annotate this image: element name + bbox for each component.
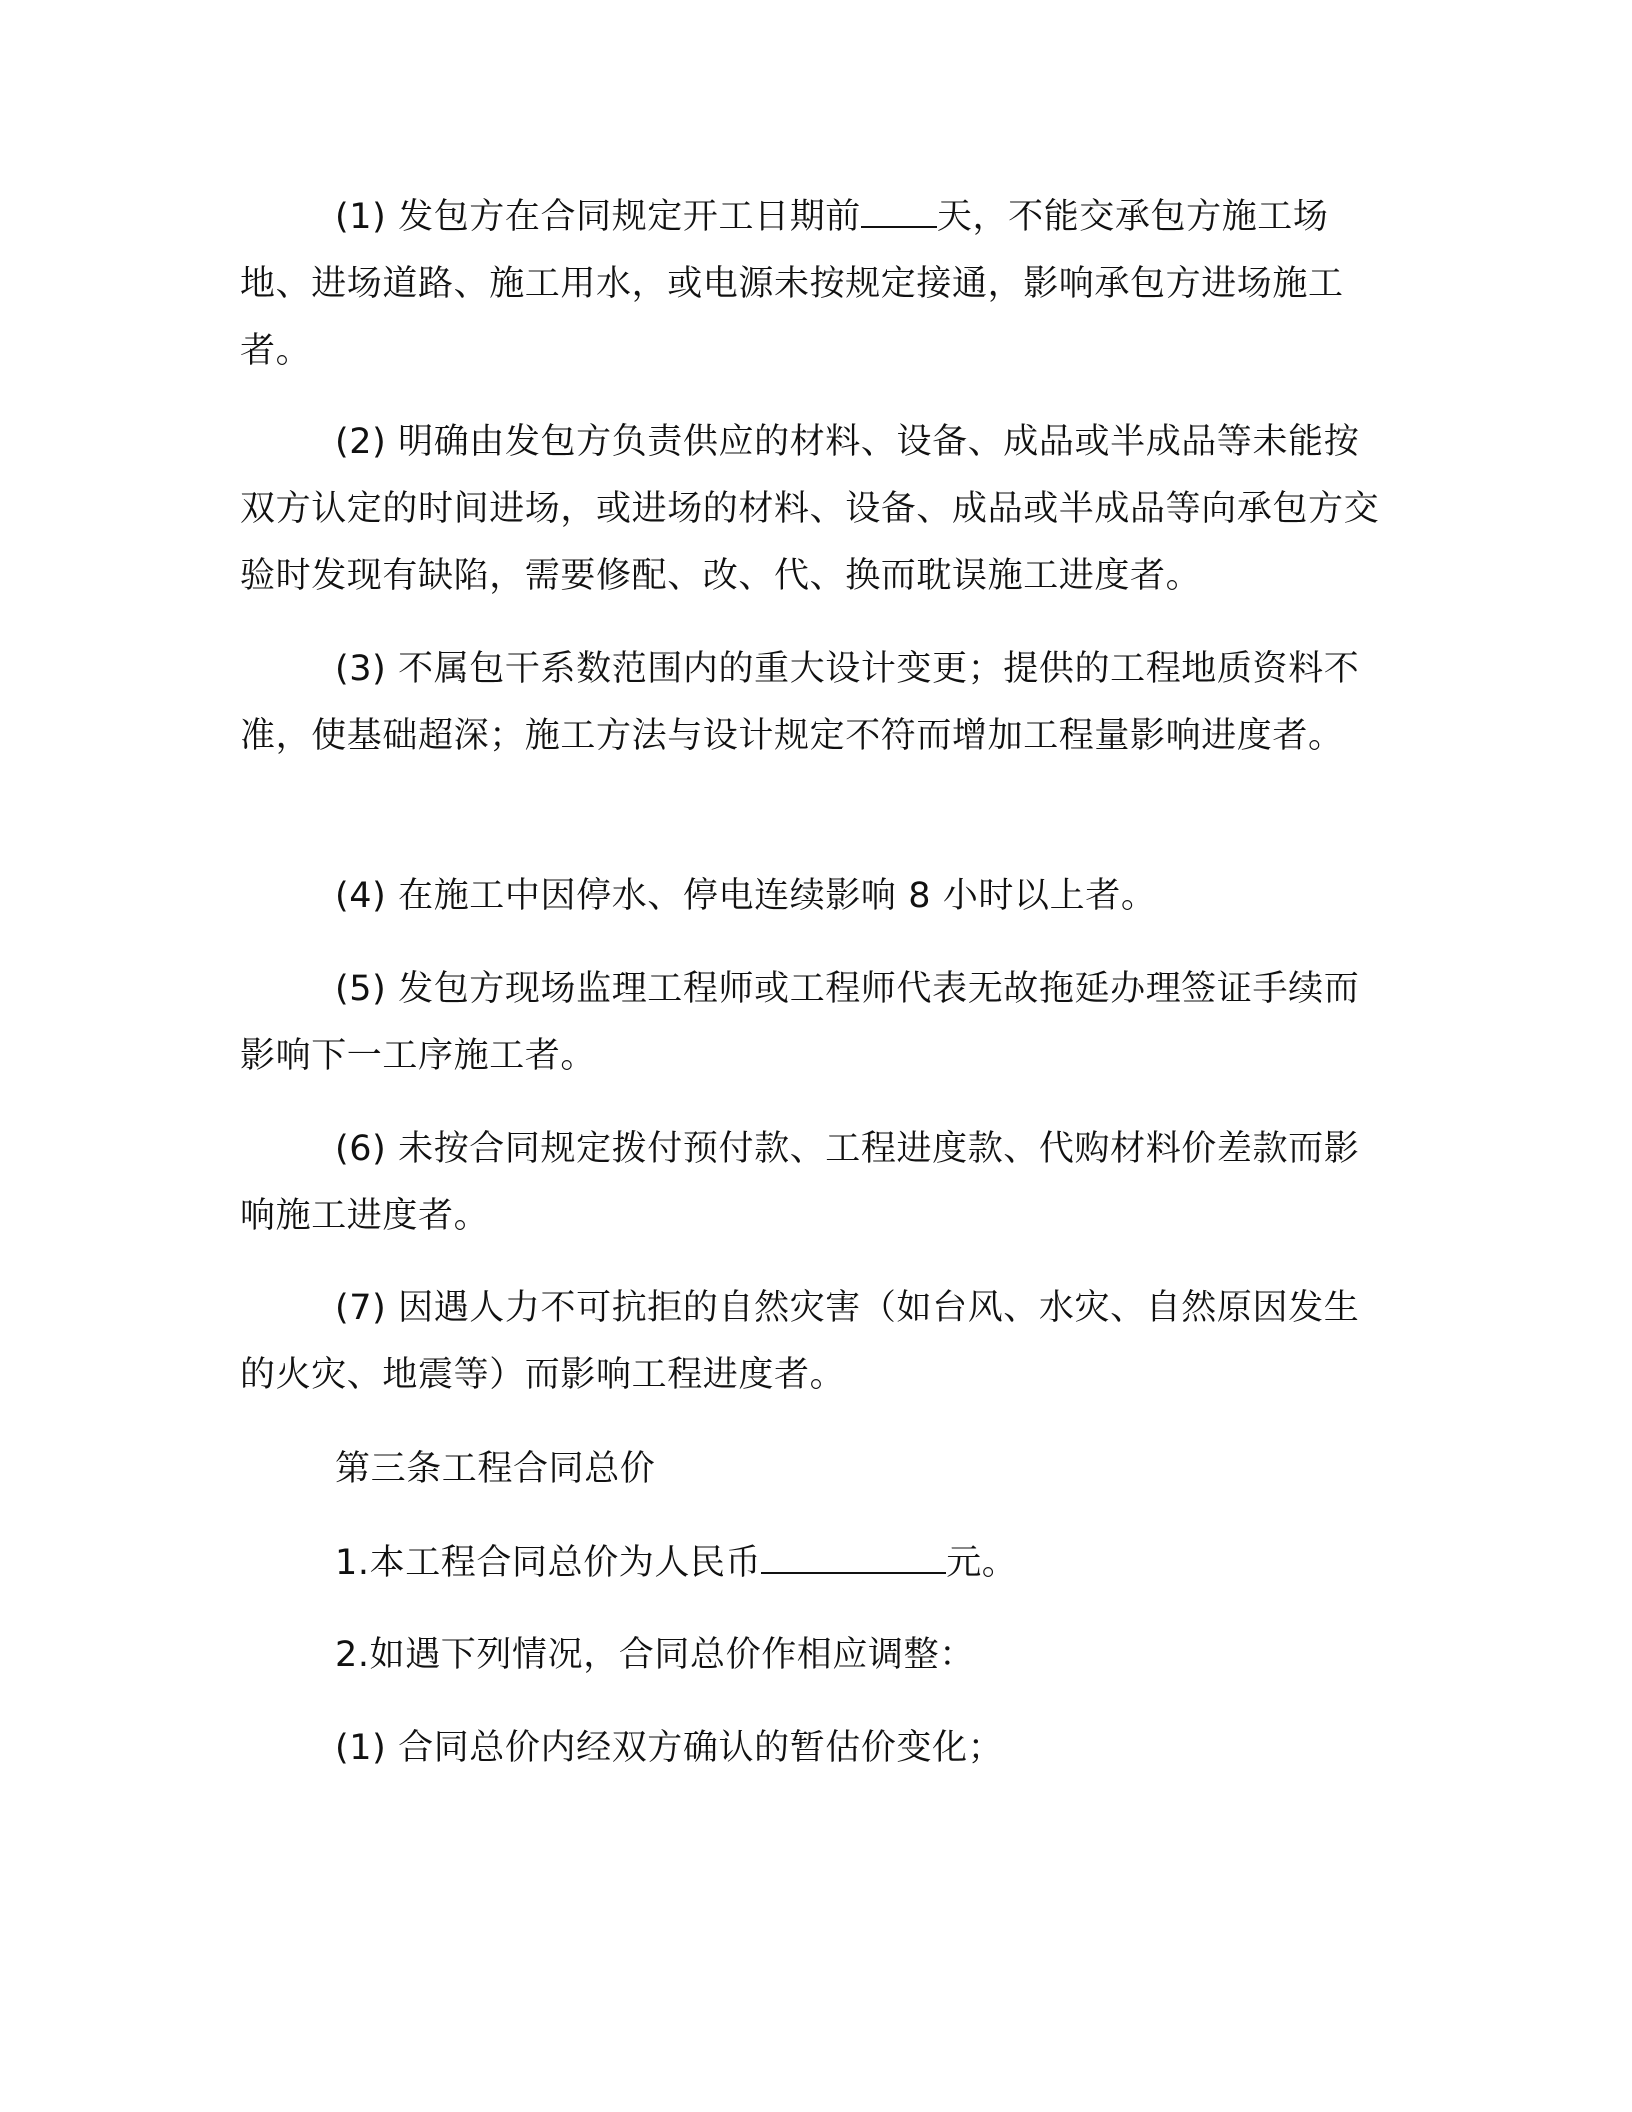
contract-price-text-before: 1.本工程合同总价为人民币 (335, 1543, 762, 1583)
clause-item-3: (3) 不属包干系数范围内的重大设计变更；提供的工程地质资料不准，使基础超深；施工方法与设计规定不符而增加工程量影响进度者。 (240, 649, 1360, 756)
clause-item-2: (2) 明确由发包方负责供应的材料、设备、成品或半成品等未能按双方认定的时间进场，或进场的材料、设备、成品或半成品等向承包方交验时发现有缺陷，需要修配、改、代、换而耽误施工进度者。 (240, 422, 1380, 596)
article-heading: 第三条工程合同总价 (335, 1449, 656, 1489)
clause-item-1-text-before: (1) 发包方在合同规定开工日期前 (335, 197, 861, 237)
clause-item-4: (4) 在施工中因停水、停电连续影响 8 小时以上者。 (335, 876, 1157, 916)
price-adjustment-item: 2.如遇下列情况，合同总价作相应调整： (335, 1635, 975, 1675)
clause-item-6: (6) 未按合同规定拨付预付款、工程进度款、代购材料价差款而影响施工进度者。 (240, 1129, 1360, 1236)
price-blank-field (761, 1532, 946, 1574)
contract-price-item (335, 1530, 1017, 1597)
days-blank-field (861, 186, 937, 228)
clause-item-1-text-after: 天，不能交承包方施工场地、进场道路、施工用水，或电源未按规定接通，影响承包方进场施工者。 (240, 197, 1344, 371)
contract-price-text-after: 元。 (946, 1543, 1018, 1583)
clause-item-5: (5) 发包方现场监理工程师或工程师代表无故拖延办理签证手续而影响下一工序施工者。 (240, 969, 1360, 1076)
adjustment-sub-item-1: (1) 合同总价内经双方确认的暂估价变化； (335, 1728, 1004, 1768)
clause-item-1 (240, 184, 1380, 385)
clause-item-7: (7) 因遇人力不可抗拒的自然灾害（如台风、水灾、自然原因发生的火灾、地震等）而影响工程进度者。 (240, 1288, 1360, 1395)
